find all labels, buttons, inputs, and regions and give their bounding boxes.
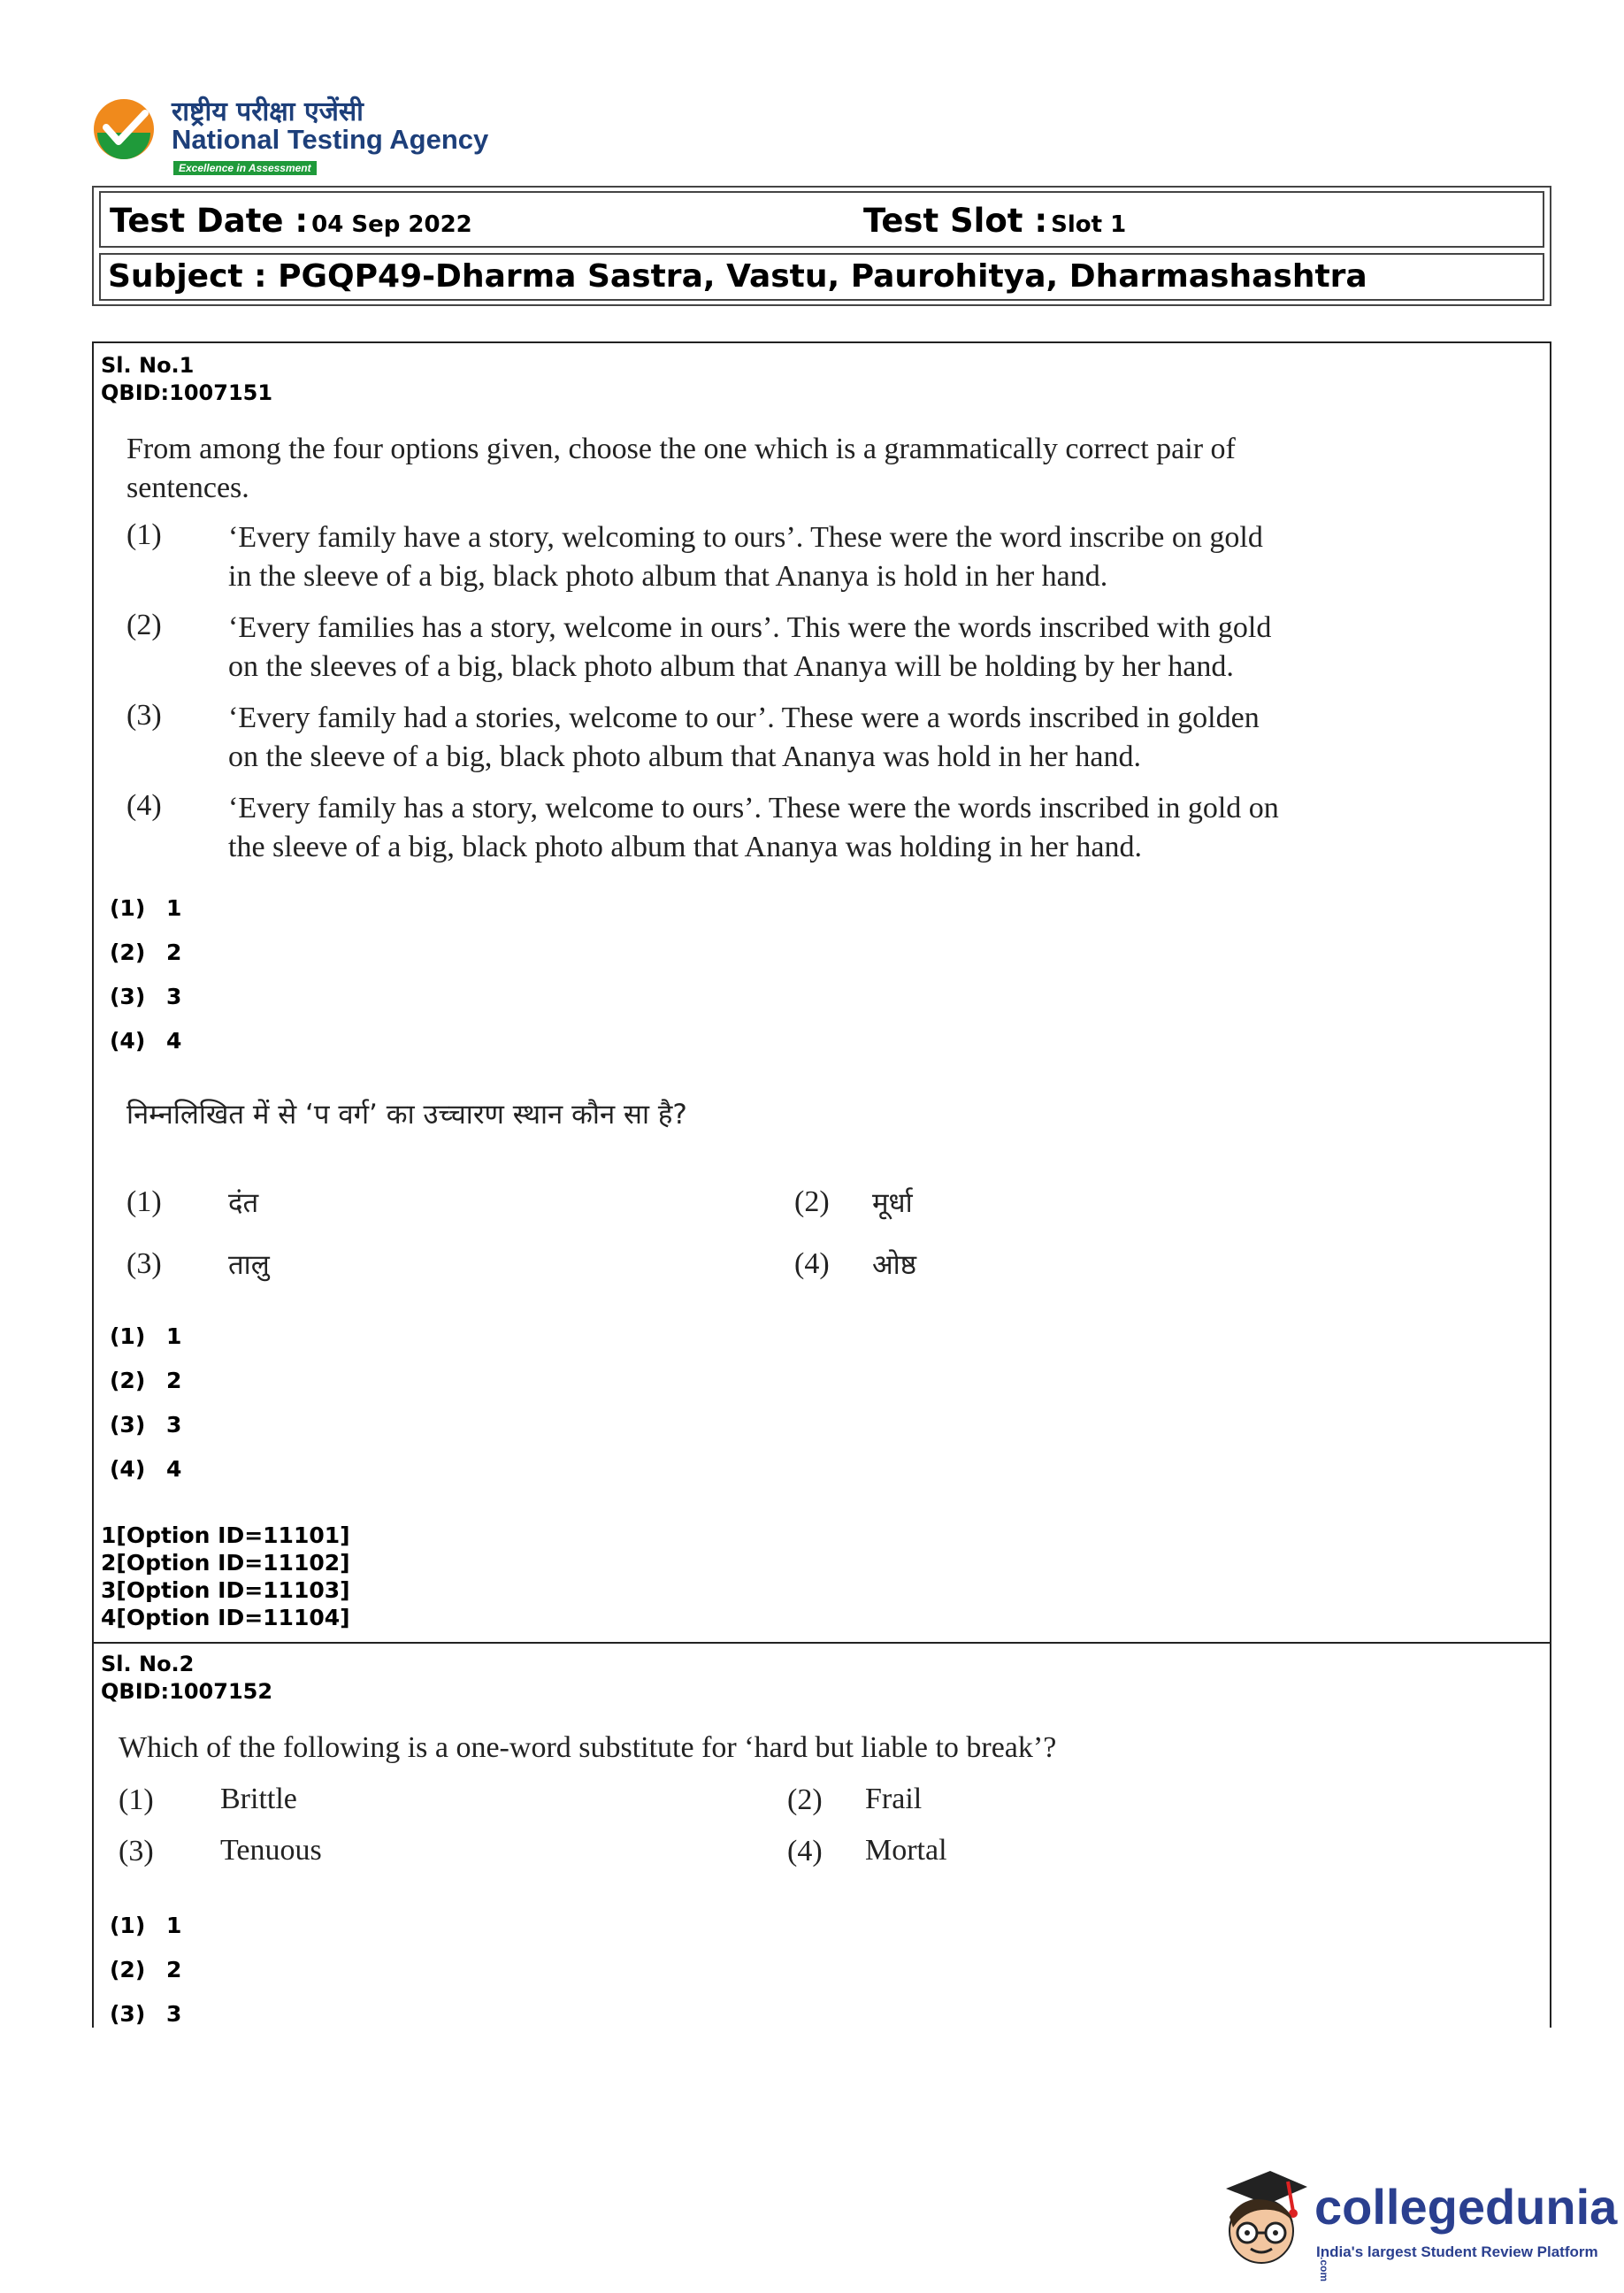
q2-stem: Which of the following is a one-word substitute for ‘hard but liable to break’?: [119, 1731, 1057, 1764]
option-number: (3): [126, 699, 162, 732]
option-text-line2: on the sleeves of a big, black photo album that Ananya will be holding by her hand.: [228, 650, 1234, 683]
header-date-row: [99, 191, 1544, 248]
q2-answer-1[interactable]: [110, 1913, 181, 1938]
q1-answer-b-2[interactable]: [110, 1368, 181, 1393]
option-text: [228, 789, 1608, 867]
answer-value: 3: [166, 2001, 182, 2027]
option-text: तालु: [228, 1249, 270, 1281]
option-text: Brittle: [220, 1783, 297, 1815]
brand-name: collegedunia: [1314, 2179, 1618, 2235]
answer-value: 2: [166, 1368, 182, 1393]
test-slot-value: Slot 1: [1051, 211, 1127, 238]
q1-answer-3[interactable]: [110, 984, 181, 1009]
option-text-line1: ‘Every family has a story, welcome to ours’. These were the words inscribed in gold on: [228, 792, 1279, 824]
option-text-line1: ‘Every family had a stories, welcome to our’. These were a words inscribed in golden: [228, 702, 1260, 734]
q1-hindi-stem: निम्नलिखित में से ‘प वर्ग’ का उच्चारण स्थान कौन सा है?: [126, 1099, 687, 1131]
option-number: (4): [794, 1247, 830, 1280]
test-date-value: 04 Sep 2022: [311, 211, 472, 238]
q1-answer-2[interactable]: [110, 939, 181, 965]
option-text-line2: on the sleeve of a big, black photo album that Ananya was hold in her hand.: [228, 740, 1142, 773]
option-text: Tenuous: [220, 1834, 322, 1867]
answer-number: (1): [110, 895, 146, 921]
q1-english-stem-line1: From among the four options given, choose the one which is a grammatically correct pair of: [126, 433, 1236, 465]
option-text-line1: ‘Every families has a story, welcome in ours’. This were the words inscribed with gold: [228, 611, 1272, 644]
brand-suffix: .com: [1318, 2256, 1330, 2281]
option-number: (2): [794, 1185, 830, 1218]
option-number: (1): [126, 1185, 162, 1218]
test-slot: [863, 202, 1126, 240]
answer-number: (4): [110, 1456, 146, 1482]
agency-hindi-name: राष्ट्रीय परीक्षा एजेंसी: [172, 96, 364, 127]
option-number: (4): [126, 789, 162, 822]
option-text-line1: ‘Every family have a story, welcoming to ours’. These were the word inscribe on gold: [228, 521, 1263, 554]
answer-value: 2: [166, 939, 182, 965]
option-text: ओष्ठ: [872, 1249, 916, 1281]
answer-value: 2: [166, 1957, 182, 1982]
q1-option-ids: [101, 1522, 350, 1631]
collegedunia-tagline: India's largest Student Review Platform: [1316, 2243, 1598, 2260]
q2-answer-3[interactable]: [110, 2001, 181, 2027]
option-id: 4[Option ID=11104]: [101, 1605, 350, 1630]
answer-number: (3): [110, 984, 146, 1009]
option-text: Frail: [865, 1783, 923, 1815]
agency-english-name: National Testing Agency: [172, 124, 489, 155]
answer-number: (1): [110, 1323, 146, 1349]
option-number: (2): [787, 1783, 823, 1816]
option-id: 1[Option ID=11101]: [101, 1522, 350, 1548]
header-subject-row: [99, 253, 1544, 301]
q2-answer-2[interactable]: [110, 1957, 181, 1982]
test-date-label: Test Date :: [110, 202, 309, 240]
option-number: (2): [126, 609, 162, 641]
answer-value: 1: [166, 895, 182, 921]
option-number: (4): [787, 1835, 823, 1867]
collegedunia-mascot-icon: [1208, 2155, 1313, 2275]
agency-tagline: Excellence in Assessment: [173, 161, 317, 175]
answer-number: (3): [110, 2001, 146, 2027]
answer-number: (4): [110, 1028, 146, 1054]
option-number: (3): [126, 1247, 162, 1280]
q2-sl-no: Sl. No.2: [101, 1652, 195, 1676]
q1-meta: [101, 352, 272, 407]
nta-checkmark-icon: [92, 97, 156, 161]
option-number: (1): [126, 518, 162, 551]
q1-answer-b-4[interactable]: [110, 1456, 181, 1482]
q1-answer-4[interactable]: [110, 1028, 181, 1054]
option-text: [228, 699, 1608, 777]
option-text-line2: in the sleeve of a big, black photo album that Ananya is hold in her hand.: [228, 560, 1108, 593]
collegedunia-brand: [1314, 2178, 1624, 2293]
subject-title: Subject : PGQP49-Dharma Sastra, Vastu, Paurohitya, Dharmashashtra: [108, 258, 1367, 295]
answer-value: 1: [166, 1913, 182, 1938]
nta-logo: [92, 92, 517, 180]
option-text: मूर्धा: [872, 1187, 913, 1219]
q1-answer-b-3[interactable]: [110, 1412, 181, 1438]
option-text: [228, 518, 1608, 596]
answer-value: 4: [166, 1456, 182, 1482]
option-text: [228, 609, 1608, 686]
option-id: 2[Option ID=11102]: [101, 1550, 350, 1576]
option-number: (3): [119, 1835, 154, 1867]
q1-answer-1[interactable]: [110, 895, 181, 921]
q1-answer-b-1[interactable]: [110, 1323, 181, 1349]
q1-english-stem: [126, 430, 1236, 508]
option-number: (1): [119, 1783, 154, 1816]
answer-value: 3: [166, 1412, 182, 1438]
answer-number: (2): [110, 1957, 146, 1982]
q1-english-stem-line2: sentences.: [126, 472, 249, 504]
answer-number: (2): [110, 939, 146, 965]
q1-sl-no: Sl. No.1: [101, 353, 195, 378]
q2-meta: [101, 1651, 272, 1706]
test-date: [110, 202, 472, 240]
answer-value: 1: [166, 1323, 182, 1349]
q1-qbid: QBID:1007151: [101, 380, 273, 405]
option-text-line2: the sleeve of a big, black photo album that Ananya was holding in her hand.: [228, 831, 1142, 863]
answer-number: (2): [110, 1368, 146, 1393]
option-text: Mortal: [865, 1834, 947, 1867]
answer-number: (1): [110, 1913, 146, 1938]
option-text: दंत: [228, 1187, 259, 1219]
test-slot-label: Test Slot :: [863, 202, 1048, 240]
answer-value: 3: [166, 984, 182, 1009]
q2-qbid: QBID:1007152: [101, 1679, 273, 1704]
answer-number: (3): [110, 1412, 146, 1438]
option-id: 3[Option ID=11103]: [101, 1577, 350, 1603]
answer-value: 4: [166, 1028, 182, 1054]
